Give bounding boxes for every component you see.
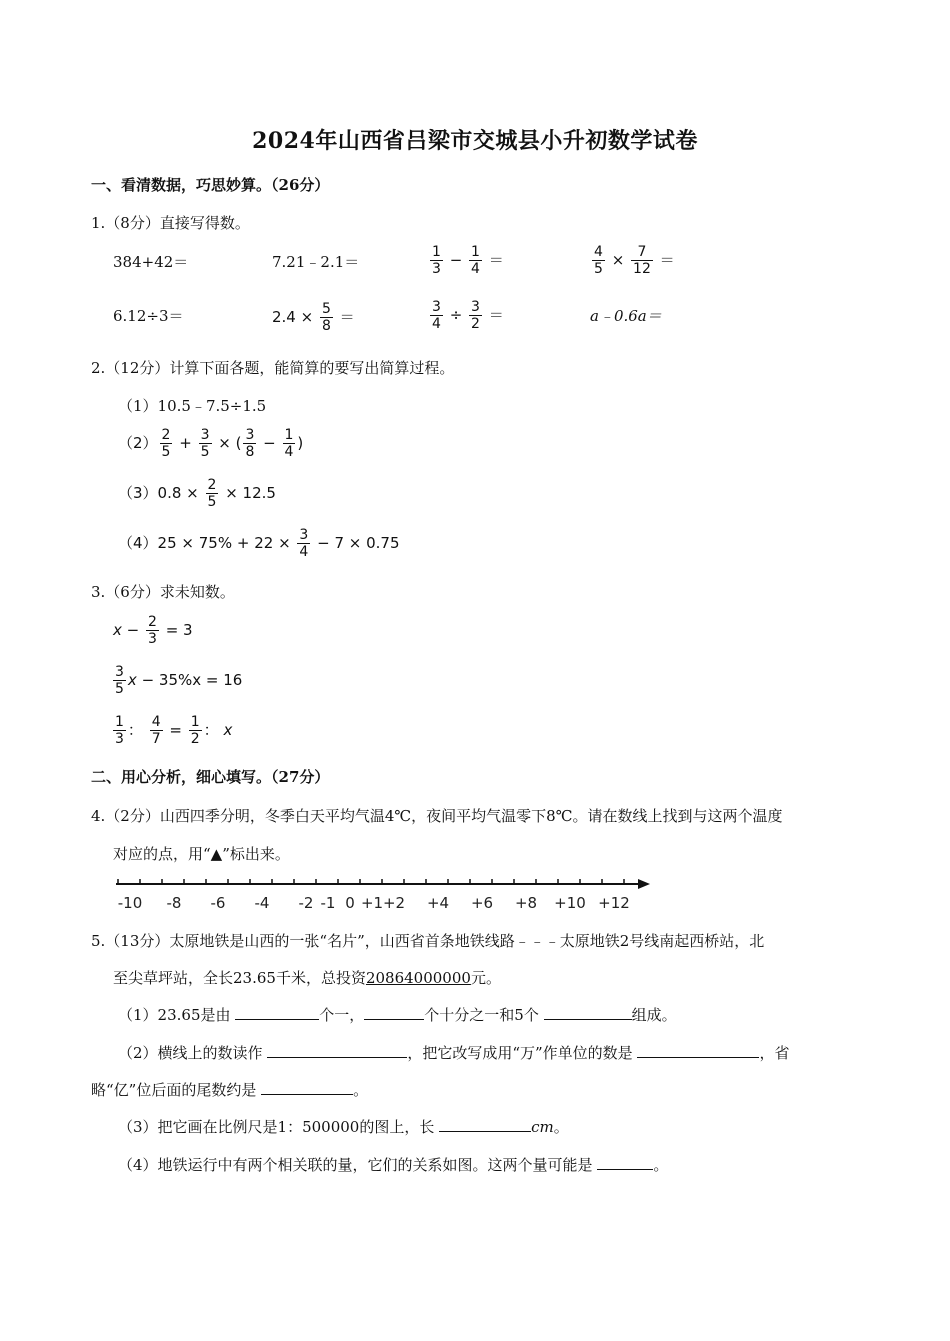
number-line-label: +4 [426, 894, 450, 912]
answer-blank[interactable] [267, 1043, 407, 1058]
question-2-label: 2.（12分）计算下面各题，能简算的要写出简算过程。 [91, 359, 455, 377]
q5-part-2-line-2: 略“亿”位后面的尾数约是 。 [91, 1081, 369, 1099]
number-line-label: -4 [254, 894, 270, 912]
fraction: $\frac{1}{2}$ [190, 714, 200, 747]
number-line-label: +2 [382, 894, 406, 912]
answer-blank[interactable] [235, 1005, 319, 1020]
fraction: $\frac{4}{7}$ [151, 714, 161, 747]
number-line-label: -2 [298, 894, 314, 912]
fraction: $\frac{3}{5}$ [115, 664, 124, 697]
fraction: $\frac{3}{4}$ [432, 299, 441, 332]
q1-item-1: 384+42＝ [113, 253, 189, 271]
q5-part-2-line-1: （2）横线上的数读作 ，把它改写成用“万”作单位的数是 ，省 [118, 1044, 790, 1062]
fraction: $\frac{1}{4}$ [471, 244, 480, 277]
q1-item-2: 7.21﹣2.1＝ [272, 253, 360, 271]
number-line-label: +12 [598, 894, 630, 912]
fraction: $\frac{3}{4}$ [299, 527, 309, 560]
number-line-label: +1 [360, 894, 384, 912]
q1-item-3: $\frac{1}{3}$ − $\frac{1}{4}$ ＝ [432, 244, 504, 277]
q2-part-4: （4）25 × 75% + 22 × $\frac{3}{4}$ − 7 × 0.75 [118, 527, 400, 560]
fraction: $\frac{2}{5}$ [161, 427, 171, 460]
fraction: $\frac{2}{5}$ [207, 477, 217, 510]
number-line-label: -10 [117, 894, 143, 912]
q2-part-3: （3）0.8 × $\frac{2}{5}$ × 12.5 [118, 477, 276, 510]
number-line-label: 0 [345, 894, 355, 912]
fraction: $\frac{3}{2}$ [471, 299, 480, 332]
q1-item-5: 6.12÷3＝ [113, 307, 184, 325]
q5-part-4: （4）地铁运行中有两个相关联的量，它们的关系如图。这两个量可能是 。 [118, 1156, 669, 1174]
fraction: $\frac{7}{12}$ [633, 244, 651, 277]
question-1-label: 1.（8分）直接写得数。 [91, 214, 250, 232]
q3-equation-3: $\frac{1}{3}$ ： $\frac{4}{7}$ = $\frac{1}{2}$ ： x [115, 714, 233, 747]
question-5-line-1: 5.（13分）太原地铁是山西的一张“名片”，山西省首条地铁线路﹣﹣﹣太原地铁2号线南起西桥站，北 [91, 932, 765, 950]
section-1-heading: 一、看清数据，巧思妙算。（26分） [91, 176, 330, 194]
q2-part-1: （1）10.5﹣7.5÷1.5 [118, 397, 267, 415]
q3-equation-2: $\frac{3}{5}$ x − 35%x = 16 [115, 664, 243, 697]
answer-blank[interactable] [597, 1155, 653, 1170]
investment-amount: 20864000000 [365, 969, 471, 987]
number-line-label: +10 [554, 894, 586, 912]
question-3-label: 3.（6分）求未知数。 [91, 583, 235, 601]
q5-part-1: （1）23.65是由 个一， 个十分之一和5个 组成。 [118, 1006, 677, 1024]
q1-item-4: $\frac{4}{5}$ × $\frac{7}{12}$ ＝ [594, 244, 675, 277]
fraction: $\frac{1}{3}$ [432, 244, 441, 277]
number-line-arrow-icon [638, 879, 650, 889]
fraction: $\frac{1}{4}$ [284, 427, 294, 460]
number-line-label: -1 [320, 894, 336, 912]
fraction: $\frac{5}{8}$ [321, 301, 331, 334]
section-2-heading: 二、用心分析，细心填写。（27分） [91, 768, 330, 786]
answer-blank[interactable] [261, 1080, 353, 1095]
number-line-label: -6 [210, 894, 226, 912]
fraction: $\frac{1}{3}$ [115, 714, 124, 747]
answer-blank[interactable] [439, 1117, 531, 1132]
question-4-line-1: 4.（2分）山西四季分明，冬季白天平均气温4℃，夜间平均气温零下8℃。请在数线上找到与这两个温度 [91, 807, 783, 825]
fraction: $\frac{3}{8}$ [245, 427, 255, 460]
question-4-line-2: 对应的点，用“▲”标出来。 [113, 845, 290, 863]
fraction: $\frac{4}{5}$ [594, 244, 603, 277]
fraction: $\frac{3}{5}$ [200, 427, 210, 460]
answer-blank[interactable] [364, 1005, 424, 1020]
answer-blank[interactable] [544, 1005, 632, 1020]
number-line-label: -8 [166, 894, 182, 912]
question-5-line-2: 至尖草坪站，全长23.65千米，总投资20864000000元。 [113, 969, 501, 987]
q1-item-6: 2.4 × $\frac{5}{8}$ ＝ [272, 301, 355, 334]
q3-equation-1: x − $\frac{2}{3}$ = 3 [113, 614, 193, 647]
number-line [108, 868, 658, 916]
fraction: $\frac{2}{3}$ [148, 614, 157, 647]
number-line-label: +6 [470, 894, 494, 912]
q5-part-3: （3）把它画在比例尺是1：500000的图上，长 cm。 [118, 1118, 569, 1136]
number-line-label: +8 [514, 894, 538, 912]
q2-part-2: （2） $\frac{2}{5}$ + $\frac{3}{5}$ × ( $\frac{3}{8}$ − $\frac{1}{4}$ ) [118, 427, 304, 460]
answer-blank[interactable] [637, 1043, 759, 1058]
page-title: 2024年山西省吕梁市交城县小升初数学试卷 [252, 128, 698, 154]
q1-item-8: a﹣0.6a＝ [590, 307, 662, 325]
q1-item-7: $\frac{3}{4}$ ÷ $\frac{3}{2}$ ＝ [432, 299, 504, 332]
